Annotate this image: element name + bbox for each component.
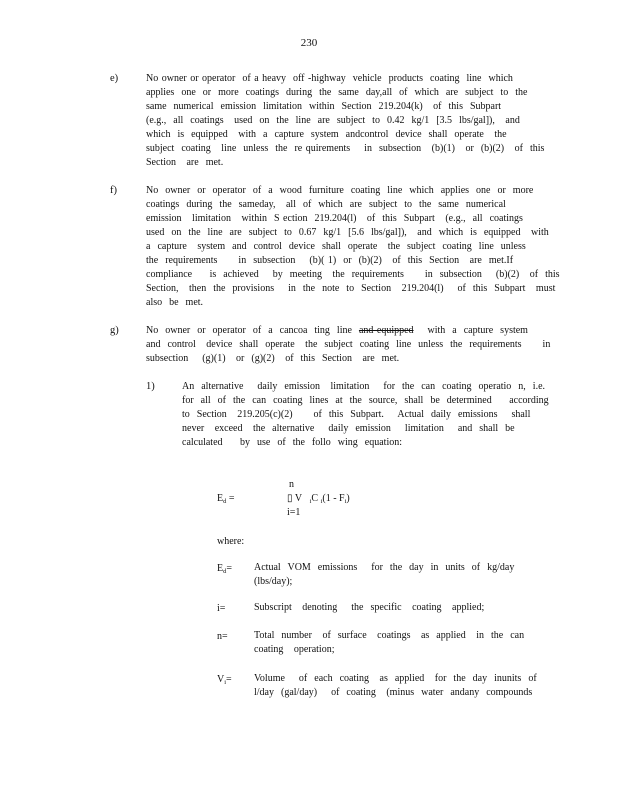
definition-text [254,601,484,615]
equation-upper-limit: n [289,479,294,490]
item-label-e: e) [110,73,119,84]
definition-line: coating operation; [254,644,335,655]
item-f-line: coatings during the sameday, all of which are subject to the same numerical [146,199,506,210]
equation-lower-limit: i=1 [287,507,301,518]
sub-item-1-paragraph [182,380,549,450]
item-f-line: No owner or operator of a wood furniture coating line which applies one or more [146,185,534,196]
definition-term-base: V [217,674,225,685]
equation-equals: = [226,493,235,504]
item-f-line: the requirements in subsection (b)( 1) or (b)(2) of this Section are met.If [146,255,514,266]
definition-term-subscript: i [224,679,227,686]
item-e-line: No owner or operator of a heavy off -highway vehicle products coating line which [146,73,513,84]
sub-item-line: calculated by use of the follo wing equation: [182,437,403,448]
item-g-line: subsection (g)(1) or (g)(2) of this Section are met. [146,353,400,364]
item-e-line: which is equipped with a capture system andcontrol device shall operate the [146,129,507,140]
definition-term-subscript: d [223,568,227,575]
item-g-paragraph [146,324,550,366]
sub-item-line: never exceed the alternative daily emission limitation and shall be [182,423,515,434]
item-g-text-after: with a capture system [413,325,528,336]
equation-v-subscript: i [309,498,312,505]
definition-term [217,630,228,647]
equation-lhs-subscript: d [223,498,227,505]
definition-line: Actual VOM emissions for the day in units of kg/day [254,562,515,573]
item-g-text-before: No owner or operator of a cancoa ting line [146,325,359,336]
sub-item-line: to Section 219.205(c)(2) of this Subpart. Actual daily emissions shall [182,409,531,420]
definition-term-base: n= [217,631,228,642]
item-f-line: also be met. [146,297,204,308]
item-f-line: a capture system and control device shall operate the subject coating line unless [146,241,526,252]
definition-term [217,673,232,690]
equation-factor: (1 - F [322,493,345,504]
equation-c: C [311,493,319,504]
summation-icon: ▯ [287,493,293,504]
definition-line: Volume of each coating as applied for the day inunits of [254,673,537,684]
definition-term-equals: = [226,674,232,685]
item-g-line: and control device shall operate the subject coating line unless the requirements in [146,339,551,350]
where-label: where: [217,536,245,547]
equation-lhs [217,493,235,508]
item-f-line: compliance is achieved by meeting the requirements in subsection (b)(2) of this [146,269,560,280]
equation-c-subscript: i [320,498,323,505]
equation-v: V [294,493,303,504]
item-f-line: used on the line are subject to 0.67 kg/1 [5.6 lbs/gal]), and which is equipped with [146,227,549,238]
definition-term-base: i= [217,603,226,614]
item-e-line: subject coating line unless the re quirements in subsection (b)(1) or (b)(2) of this [146,143,545,154]
item-e-line: applies one or more coatings during the same day,all of which are subject to the [146,87,528,98]
item-f-paragraph [146,184,560,310]
sub-item-label-1: 1) [146,381,155,392]
item-g-line-1 [146,324,550,338]
struck-text: and equipped [358,325,414,336]
definition-text [254,672,537,700]
item-label-f: f) [110,185,117,196]
item-label-g: g) [110,325,119,336]
item-e-paragraph [146,72,544,170]
equation-close-paren: ) [346,493,350,504]
item-e-line: (e.g., all coatings used on the line are subject to 0.42 kg/1 [3.5 lbs/gal]), and [146,115,520,126]
item-e-line: same numerical emission limitation within Section 219.204(k) of this Subpart [146,101,502,112]
definition-line: l/day (gal/day) of coating (minus water andany compounds [254,687,533,698]
definition-line: Subscript denoting the specific coating applied; [254,602,485,613]
item-f-line: Section, then the provisions in the note to Section 219.204(l) of this Subpart must [146,283,556,294]
definition-text [254,629,524,657]
item-f-line: emission limitation within S ection 219.204(l) of this Subpart (e.g., all coatings [146,213,523,224]
definition-line: (lbs/day); [254,576,293,587]
sub-item-line: An alternative daily emission limitation for the can coating operatio n, i.e. [182,381,546,392]
definition-term [217,602,225,619]
equation-f-subscript: i [344,498,347,505]
definition-term [217,562,232,579]
definition-text [254,561,514,589]
equation-rhs [287,493,350,508]
definition-line: Total number of surface coatings as applied in the can [254,630,525,641]
item-e-line: Section are met. [146,157,224,168]
sub-item-line: for all of the can coating lines at the source, shall be determined according [182,395,549,406]
page-number: 230 [300,37,318,49]
equation-lhs-symbol: E [217,493,224,504]
definition-term-base: E [217,563,224,574]
definition-term-equals: = [226,563,232,574]
